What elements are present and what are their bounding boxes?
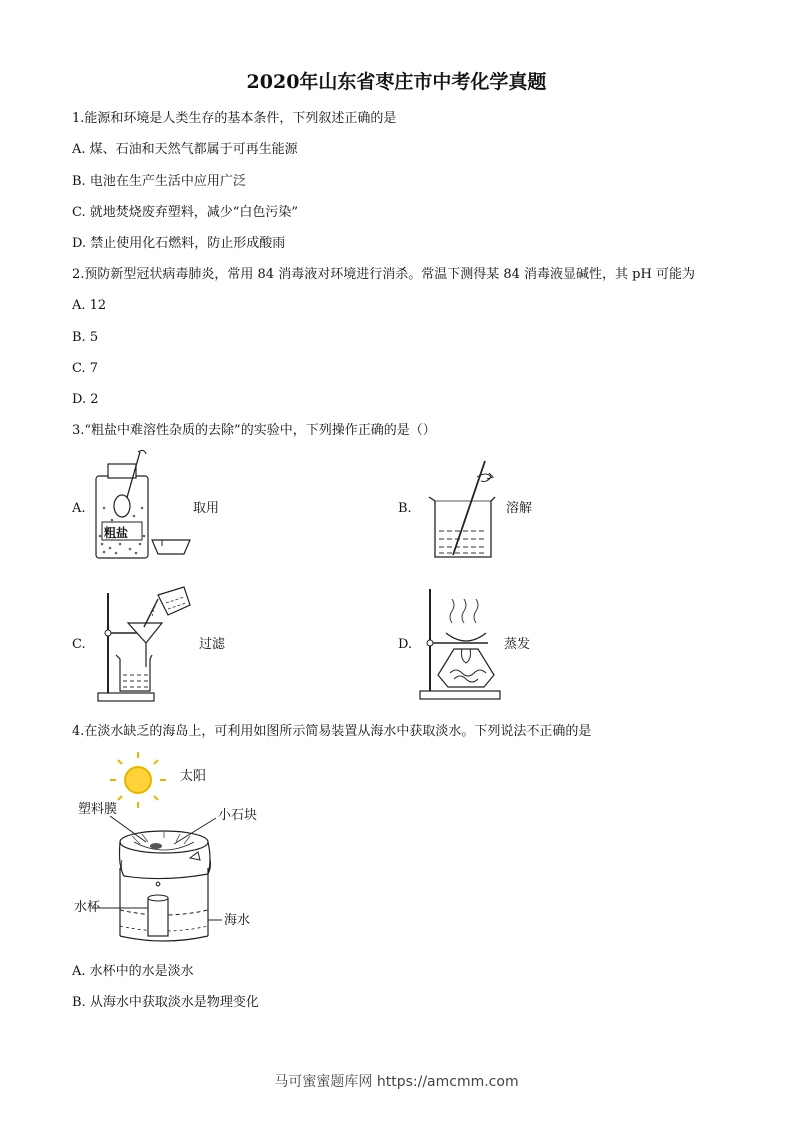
q3-b-caption: 溶解 bbox=[506, 501, 533, 516]
q4-stem: 4.在淡水缺乏的海岛上，可利用如图所示简易装置从海水中获取淡水。下列说法不正确的是 bbox=[72, 724, 592, 739]
q1-option-d: D. 禁止使用化石燃料，防止形成酸雨 bbox=[72, 236, 286, 251]
q3-d-letter: D. bbox=[398, 637, 413, 652]
q3-d-caption: 蒸发 bbox=[504, 637, 531, 652]
q3-stem: 3.“粗盐中难溶性杂质的去除”的实验中，下列操作正确的是（） bbox=[72, 423, 436, 438]
dissolving-beaker-figure bbox=[425, 455, 505, 560]
label-small-stone: 小石块 bbox=[218, 808, 258, 823]
q2-option-a: A. 12 bbox=[72, 298, 107, 313]
q1-option-c: C. 就地焚烧废弃塑料，减少“白色污染” bbox=[72, 205, 299, 220]
q2-option-b: B. 5 bbox=[72, 330, 99, 345]
footer-watermark: 马可蜜蜜题库网 https://amcmm.com bbox=[274, 1074, 519, 1090]
q3-c-caption: 过滤 bbox=[199, 637, 226, 652]
salt-bottle-figure bbox=[90, 450, 200, 560]
q1-option-b: B. 电池在生产生活中应用广泛 bbox=[72, 174, 246, 189]
salt-bottle-label: 粗盐 bbox=[104, 526, 129, 540]
q3-c-letter: C. bbox=[72, 637, 86, 652]
q3-a-letter: A. bbox=[72, 501, 86, 516]
page-title: 2020年山东省枣庄市中考化学真题 bbox=[246, 71, 547, 93]
q1-stem: 1.能源和环境是人类生存的基本条件，下列叙述正确的是 bbox=[72, 111, 397, 126]
label-sun: 太阳 bbox=[180, 769, 207, 784]
q4-option-a: A. 水杯中的水是淡水 bbox=[72, 964, 194, 979]
label-plastic-film: 塑料膜 bbox=[78, 802, 118, 817]
q4-option-b: B. 从海水中获取淡水是物理变化 bbox=[72, 995, 259, 1010]
filtration-figure bbox=[96, 585, 206, 705]
q3-a-caption: 取用 bbox=[193, 501, 220, 516]
q2-option-c: C. 7 bbox=[72, 361, 99, 376]
q2-stem: 2.预防新型冠状病毒肺炎，常用 84 消毒液对环境进行消杀。常温下测得某 84 消毒液显碱性，其 pH 可能为 bbox=[72, 267, 695, 282]
q1-option-a: A. 煤、石油和天然气都属于可再生能源 bbox=[72, 142, 298, 157]
sun-icon bbox=[110, 752, 166, 808]
evaporation-figure bbox=[418, 587, 508, 702]
label-water-cup: 水杯 bbox=[74, 900, 101, 915]
label-seawater: 海水 bbox=[224, 913, 251, 928]
q2-option-d: D. 2 bbox=[72, 392, 99, 407]
q3-b-letter: B. bbox=[398, 501, 412, 516]
